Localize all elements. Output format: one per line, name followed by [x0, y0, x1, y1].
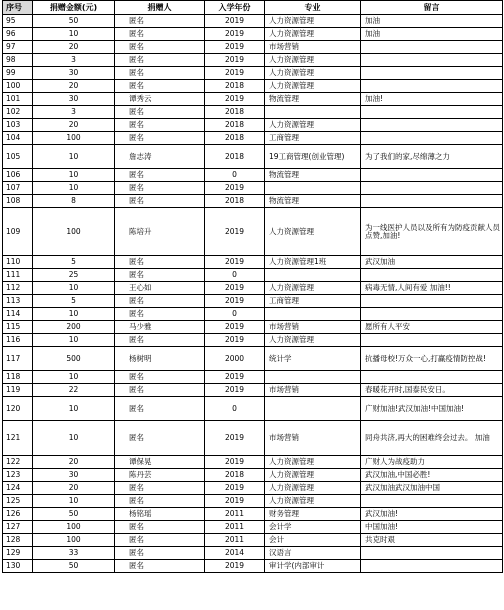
cell-message: 春暖花开时,国泰民安日。: [361, 384, 503, 397]
donation-table: [2, 0, 503, 573]
table-row: [3, 347, 503, 371]
cell-amount: 10: [33, 334, 115, 347]
table-row: [3, 308, 503, 321]
cell-seq: 111: [3, 269, 33, 282]
cell-donor: 匿名: [115, 421, 205, 456]
cell-major: 人力资源管理: [265, 119, 361, 132]
table-row: [3, 397, 503, 421]
table-row: [3, 534, 503, 547]
cell-seq: 118: [3, 371, 33, 384]
cell-message: 武汉加油武汉加油中国: [361, 482, 503, 495]
cell-donor: 匿名: [115, 15, 205, 28]
cell-year: 2019: [205, 384, 265, 397]
cell-seq: 130: [3, 560, 33, 573]
cell-amount: 10: [33, 397, 115, 421]
cell-amount: 100: [33, 534, 115, 547]
cell-message: 为一线医护人员以及所有为防疫贡献人员点赞,加油!: [361, 208, 503, 256]
cell-seq: 95: [3, 15, 33, 28]
header-row: [3, 1, 503, 15]
cell-message: [361, 41, 503, 54]
cell-major: 物流管理: [265, 195, 361, 208]
cell-message: [361, 195, 503, 208]
cell-message: 广财加油!武汉加油!中国加油!: [361, 397, 503, 421]
cell-year: 2019: [205, 67, 265, 80]
cell-major: 人力资源管理: [265, 208, 361, 256]
cell-seq: 125: [3, 495, 33, 508]
cell-donor: 匿名: [115, 54, 205, 67]
cell-amount: 25: [33, 269, 115, 282]
cell-year: 0: [205, 169, 265, 182]
table-row: [3, 195, 503, 208]
table-row: [3, 321, 503, 334]
cell-seq: 96: [3, 28, 33, 41]
cell-year: 2019: [205, 456, 265, 469]
cell-year: 2019: [205, 421, 265, 456]
cell-seq: 98: [3, 54, 33, 67]
cell-donor: 匿名: [115, 269, 205, 282]
cell-donor: 匿名: [115, 397, 205, 421]
header-year: 入学年份: [205, 1, 265, 15]
table-row: [3, 28, 503, 41]
cell-seq: 108: [3, 195, 33, 208]
cell-major: 人力资源管理: [265, 469, 361, 482]
cell-donor: 匿名: [115, 482, 205, 495]
cell-amount: 50: [33, 508, 115, 521]
cell-major: 市场营销: [265, 384, 361, 397]
cell-donor: 匿名: [115, 384, 205, 397]
cell-year: 0: [205, 397, 265, 421]
cell-amount: 33: [33, 547, 115, 560]
cell-amount: 8: [33, 195, 115, 208]
cell-major: 人力资源管理: [265, 15, 361, 28]
cell-seq: 117: [3, 347, 33, 371]
cell-donor: 匿名: [115, 182, 205, 195]
cell-donor: 谭秀云: [115, 93, 205, 106]
cell-major: 会计学: [265, 521, 361, 534]
cell-year: 2019: [205, 321, 265, 334]
cell-year: 0: [205, 308, 265, 321]
cell-seq: 122: [3, 456, 33, 469]
cell-seq: 97: [3, 41, 33, 54]
cell-donor: 匿名: [115, 106, 205, 119]
cell-seq: 102: [3, 106, 33, 119]
cell-message: 同舟共济,再大的困难终会过去。 加油: [361, 421, 503, 456]
cell-donor: 陈丹芸: [115, 469, 205, 482]
cell-seq: 104: [3, 132, 33, 145]
cell-message: 加油: [361, 15, 503, 28]
cell-message: [361, 295, 503, 308]
cell-donor: 王心如: [115, 282, 205, 295]
cell-message: [361, 308, 503, 321]
cell-seq: 126: [3, 508, 33, 521]
header-amount: 捐赠金额(元): [33, 1, 115, 15]
cell-seq: 109: [3, 208, 33, 256]
cell-donor: 匿名: [115, 295, 205, 308]
cell-amount: 50: [33, 560, 115, 573]
cell-seq: 106: [3, 169, 33, 182]
header-message: 留言: [361, 1, 503, 15]
cell-major: 人力资源管理: [265, 456, 361, 469]
cell-donor: 匿名: [115, 119, 205, 132]
cell-donor: 谭保晃: [115, 456, 205, 469]
cell-year: 2018: [205, 106, 265, 119]
cell-amount: 10: [33, 169, 115, 182]
table-row: [3, 182, 503, 195]
cell-message: 加油!: [361, 93, 503, 106]
cell-donor: 匿名: [115, 67, 205, 80]
cell-message: 加油: [361, 28, 503, 41]
table-row: [3, 15, 503, 28]
cell-amount: 22: [33, 384, 115, 397]
cell-year: 2018: [205, 145, 265, 169]
cell-year: 2011: [205, 521, 265, 534]
cell-message: 武汉加油!: [361, 508, 503, 521]
cell-message: [361, 182, 503, 195]
table-row: [3, 384, 503, 397]
cell-amount: 10: [33, 182, 115, 195]
cell-donor: 詹志涛: [115, 145, 205, 169]
cell-major: 物流管理: [265, 93, 361, 106]
table-row: [3, 169, 503, 182]
table-row: [3, 508, 503, 521]
table-row: [3, 495, 503, 508]
cell-year: 2019: [205, 182, 265, 195]
cell-donor: 匿名: [115, 80, 205, 93]
cell-amount: 100: [33, 208, 115, 256]
cell-donor: 匿名: [115, 534, 205, 547]
table-row: [3, 145, 503, 169]
cell-seq: 114: [3, 308, 33, 321]
cell-major: [265, 371, 361, 384]
table-row: [3, 269, 503, 282]
cell-message: [361, 560, 503, 573]
cell-message: [361, 334, 503, 347]
cell-message: 愿所有人平安: [361, 321, 503, 334]
cell-major: 人力资源管理: [265, 334, 361, 347]
cell-message: [361, 67, 503, 80]
cell-year: 2018: [205, 469, 265, 482]
cell-amount: 10: [33, 28, 115, 41]
cell-amount: 10: [33, 145, 115, 169]
cell-message: [361, 371, 503, 384]
cell-seq: 115: [3, 321, 33, 334]
cell-major: 人力资源管理: [265, 482, 361, 495]
cell-donor: 匿名: [115, 371, 205, 384]
cell-year: 2018: [205, 119, 265, 132]
cell-seq: 107: [3, 182, 33, 195]
cell-seq: 128: [3, 534, 33, 547]
cell-year: 2019: [205, 41, 265, 54]
cell-year: 2011: [205, 534, 265, 547]
table-row: [3, 547, 503, 560]
cell-message: [361, 106, 503, 119]
cell-major: 工商管理: [265, 295, 361, 308]
cell-major: [265, 308, 361, 321]
cell-major: 人力资源管理: [265, 80, 361, 93]
cell-amount: 10: [33, 495, 115, 508]
cell-donor: 匿名: [115, 41, 205, 54]
cell-amount: 30: [33, 67, 115, 80]
cell-amount: 20: [33, 456, 115, 469]
cell-major: 人力资源管理: [265, 282, 361, 295]
cell-message: [361, 547, 503, 560]
cell-major: 人力资源管理: [265, 495, 361, 508]
cell-major: 审计学(内部审计: [265, 560, 361, 573]
cell-year: 2018: [205, 195, 265, 208]
cell-year: 2014: [205, 547, 265, 560]
cell-donor: 匿名: [115, 560, 205, 573]
cell-year: 2019: [205, 560, 265, 573]
cell-year: 2019: [205, 93, 265, 106]
cell-seq: 110: [3, 256, 33, 269]
table-row: [3, 469, 503, 482]
cell-major: 会计: [265, 534, 361, 547]
table-row: [3, 295, 503, 308]
cell-seq: 100: [3, 80, 33, 93]
table-row: [3, 560, 503, 573]
cell-message: 武汉加油,中国必胜!: [361, 469, 503, 482]
cell-year: 2019: [205, 334, 265, 347]
cell-donor: 匿名: [115, 308, 205, 321]
cell-message: 广财人为战疫助力: [361, 456, 503, 469]
cell-year: 2019: [205, 208, 265, 256]
cell-donor: 杨铭瑶: [115, 508, 205, 521]
cell-amount: 20: [33, 80, 115, 93]
cell-amount: 30: [33, 93, 115, 106]
cell-year: 2011: [205, 508, 265, 521]
cell-major: 人力资源管理: [265, 28, 361, 41]
cell-seq: 124: [3, 482, 33, 495]
table-row: [3, 521, 503, 534]
cell-amount: 10: [33, 371, 115, 384]
cell-seq: 127: [3, 521, 33, 534]
cell-amount: 100: [33, 521, 115, 534]
table-row: [3, 282, 503, 295]
cell-amount: 10: [33, 282, 115, 295]
cell-donor: 匿名: [115, 521, 205, 534]
table-row: [3, 41, 503, 54]
cell-seq: 119: [3, 384, 33, 397]
cell-message: 武汉加油: [361, 256, 503, 269]
cell-major: 人力资源管理: [265, 67, 361, 80]
cell-donor: 匿名: [115, 132, 205, 145]
cell-donor: 匿名: [115, 495, 205, 508]
cell-message: 中国加油!: [361, 521, 503, 534]
cell-seq: 101: [3, 93, 33, 106]
table-row: [3, 456, 503, 469]
cell-seq: 99: [3, 67, 33, 80]
cell-year: 0: [205, 269, 265, 282]
cell-donor: 匿名: [115, 334, 205, 347]
cell-message: [361, 495, 503, 508]
cell-message: [361, 269, 503, 282]
table-row: [3, 334, 503, 347]
cell-donor: 陈培升: [115, 208, 205, 256]
cell-seq: 105: [3, 145, 33, 169]
cell-major: 物流管理: [265, 169, 361, 182]
cell-amount: 200: [33, 321, 115, 334]
cell-year: 2019: [205, 482, 265, 495]
cell-major: 市场营销: [265, 421, 361, 456]
cell-message: 抗播母校!万众一心,打赢疫情防控战!: [361, 347, 503, 371]
cell-donor: 杨树明: [115, 347, 205, 371]
header-donor: 捐赠人: [115, 1, 205, 15]
table-row: [3, 80, 503, 93]
cell-major: [265, 182, 361, 195]
cell-major: [265, 397, 361, 421]
cell-message: 为了我们的家,尽绵薄之力: [361, 145, 503, 169]
cell-year: 2019: [205, 295, 265, 308]
cell-donor: 匿名: [115, 28, 205, 41]
cell-amount: 100: [33, 132, 115, 145]
cell-seq: 120: [3, 397, 33, 421]
cell-message: [361, 80, 503, 93]
cell-seq: 103: [3, 119, 33, 132]
cell-major: 市场营销: [265, 41, 361, 54]
cell-message: [361, 54, 503, 67]
cell-amount: 20: [33, 482, 115, 495]
cell-amount: 3: [33, 54, 115, 67]
cell-donor: 马少雅: [115, 321, 205, 334]
table-row: [3, 208, 503, 256]
table-row: [3, 119, 503, 132]
cell-year: 2018: [205, 80, 265, 93]
cell-donor: 匿名: [115, 547, 205, 560]
table-row: [3, 67, 503, 80]
cell-year: 2019: [205, 15, 265, 28]
cell-major: [265, 106, 361, 119]
cell-major: 市场营销: [265, 321, 361, 334]
table-row: [3, 132, 503, 145]
header-major: 专业: [265, 1, 361, 15]
cell-year: 2019: [205, 371, 265, 384]
cell-seq: 123: [3, 469, 33, 482]
cell-major: 统计学: [265, 347, 361, 371]
cell-major: 汉语言: [265, 547, 361, 560]
cell-amount: 3: [33, 106, 115, 119]
cell-seq: 121: [3, 421, 33, 456]
cell-amount: 20: [33, 41, 115, 54]
cell-message: 病毒无情,人间有爱 加油!!: [361, 282, 503, 295]
cell-amount: 500: [33, 347, 115, 371]
table-row: [3, 421, 503, 456]
cell-message: 共克时艰: [361, 534, 503, 547]
cell-major: 人力资源管理: [265, 54, 361, 67]
cell-message: [361, 169, 503, 182]
cell-amount: 30: [33, 469, 115, 482]
cell-amount: 10: [33, 308, 115, 321]
cell-year: 2019: [205, 282, 265, 295]
cell-amount: 10: [33, 421, 115, 456]
table-row: [3, 371, 503, 384]
cell-seq: 116: [3, 334, 33, 347]
cell-seq: 129: [3, 547, 33, 560]
cell-major: 财务管理: [265, 508, 361, 521]
table-row: [3, 106, 503, 119]
cell-major: 19工商管理(创业管理): [265, 145, 361, 169]
cell-donor: 匿名: [115, 169, 205, 182]
cell-major: 工商管理: [265, 132, 361, 145]
cell-seq: 112: [3, 282, 33, 295]
cell-amount: 5: [33, 295, 115, 308]
cell-amount: 20: [33, 119, 115, 132]
cell-year: 2018: [205, 132, 265, 145]
table-row: [3, 93, 503, 106]
table-row: [3, 482, 503, 495]
cell-amount: 50: [33, 15, 115, 28]
header-seq: 序号: [3, 1, 33, 15]
table-row: [3, 54, 503, 67]
cell-message: [361, 132, 503, 145]
cell-amount: 5: [33, 256, 115, 269]
table-row: [3, 256, 503, 269]
cell-year: 2019: [205, 256, 265, 269]
cell-donor: 匿名: [115, 256, 205, 269]
cell-major: [265, 269, 361, 282]
cell-year: 2019: [205, 495, 265, 508]
cell-year: 2019: [205, 28, 265, 41]
cell-seq: 113: [3, 295, 33, 308]
cell-donor: 匿名: [115, 195, 205, 208]
cell-year: 2000: [205, 347, 265, 371]
cell-year: 2019: [205, 54, 265, 67]
cell-message: [361, 119, 503, 132]
cell-major: 人力资源管理1班: [265, 256, 361, 269]
